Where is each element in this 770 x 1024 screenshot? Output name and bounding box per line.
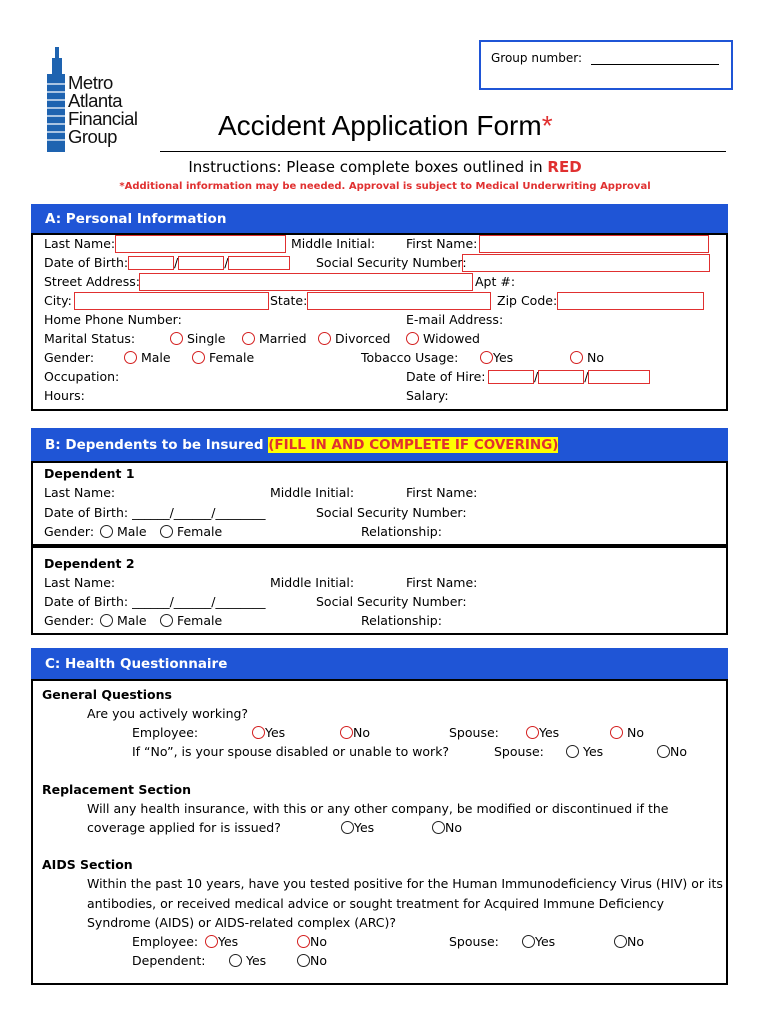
- section-a-header: A: Personal Information: [31, 204, 728, 234]
- gender-option-male[interactable]: Male: [124, 350, 171, 365]
- middle-initial-label: Middle Initial:: [291, 236, 376, 251]
- radio-icon[interactable]: [522, 935, 535, 948]
- gender-option-female[interactable]: Female: [192, 350, 254, 365]
- instructions-red: RED: [547, 158, 582, 176]
- tobacco-option-no[interactable]: No: [570, 350, 604, 365]
- marital-status-label: Marital Status:: [44, 331, 136, 346]
- replacement-yes-option[interactable]: Yes: [341, 820, 374, 835]
- dep-gender-female[interactable]: Female: [160, 524, 222, 539]
- apt-label: Apt #:: [475, 274, 516, 289]
- radio-icon[interactable]: [614, 935, 627, 948]
- radio-icon[interactable]: [341, 821, 354, 834]
- home-phone-label: Home Phone Number:: [44, 312, 182, 327]
- logo-line: Financial: [68, 108, 138, 129]
- replacement-question-line2: coverage applied for is issued?: [87, 820, 281, 835]
- tobacco-option-yes[interactable]: Yes: [480, 350, 513, 365]
- section-b-title: B: Dependents to be Insured: [45, 437, 269, 453]
- marital-option-married[interactable]: Married: [242, 331, 307, 346]
- occupation-label: Occupation:: [44, 369, 120, 384]
- dep-dob-label: Date of Birth: ______/______/________: [44, 505, 266, 520]
- last-name-field[interactable]: [115, 235, 286, 253]
- group-number-field[interactable]: [591, 64, 719, 65]
- email-label: E-mail Address:: [406, 312, 504, 327]
- dep-middle-initial-label: Middle Initial:: [270, 575, 355, 590]
- spouse-label: Spouse:: [494, 744, 544, 759]
- dep-first-name-label: First Name:: [406, 485, 478, 500]
- date-of-hire-label: Date of Hire:: [406, 369, 486, 384]
- section-b-header: [31, 428, 728, 462]
- dep-gender-male[interactable]: Male: [100, 524, 147, 539]
- radio-icon[interactable]: [406, 332, 419, 345]
- logo-line: Group: [68, 126, 117, 147]
- radio-icon[interactable]: [252, 726, 265, 739]
- aids-dependent-yes[interactable]: Yes: [229, 953, 266, 968]
- dob-field[interactable]: / /: [128, 255, 290, 270]
- aids-question-line3: Syndrome (AIDS) or AIDS-related complex (ARC)?: [87, 915, 396, 930]
- dep-dob-label: Date of Birth: ______/______/________: [44, 594, 266, 609]
- radio-icon[interactable]: [340, 726, 353, 739]
- form-title: [218, 110, 553, 142]
- aids-heading: AIDS Section: [42, 857, 133, 872]
- marital-option-divorced[interactable]: Divorced: [318, 331, 391, 346]
- radio-icon[interactable]: [318, 332, 331, 345]
- state-label: State:: [270, 293, 308, 308]
- radio-icon[interactable]: [480, 351, 493, 364]
- general-questions-heading: General Questions: [42, 687, 172, 702]
- spouse-disabled-no[interactable]: No: [657, 744, 687, 759]
- spouse-disabled-yes[interactable]: Yes: [566, 744, 603, 759]
- aids-question-line1: Within the past 10 years, have you tested positive for the Human Immunodeficiency Virus (HIV) or its: [87, 876, 723, 891]
- actively-working-question: Are you actively working?: [87, 706, 249, 721]
- city-field[interactable]: [74, 292, 269, 310]
- radio-icon[interactable]: [100, 614, 113, 627]
- radio-icon[interactable]: [526, 726, 539, 739]
- instructions: [0, 158, 770, 176]
- street-field[interactable]: [139, 273, 473, 291]
- radio-icon[interactable]: [205, 935, 218, 948]
- city-label: City:: [44, 293, 72, 308]
- group-number-box: [479, 40, 733, 90]
- radio-icon[interactable]: [432, 821, 445, 834]
- radio-icon[interactable]: [610, 726, 623, 739]
- company-logo: [44, 44, 154, 154]
- employee-label: Employee:: [132, 725, 199, 740]
- aids-employee-label: Employee:: [132, 934, 199, 949]
- replacement-heading: Replacement Section: [42, 782, 192, 797]
- aids-question-line2: antibodies, or received medical advice or sought treatment for Acquired Immune Deficiency: [87, 896, 665, 911]
- replacement-question-line1: Will any health insurance, with this or any other company, be modified or discontinued if the: [87, 801, 669, 816]
- dep-gender-female[interactable]: Female: [160, 613, 222, 628]
- aids-dependent-no[interactable]: No: [297, 953, 327, 968]
- employee-no-option[interactable]: No: [340, 725, 370, 740]
- logo-line: Atlanta: [68, 90, 123, 111]
- dep-first-name-label: First Name:: [406, 575, 478, 590]
- radio-icon[interactable]: [160, 614, 173, 627]
- aids-spouse-no[interactable]: No: [614, 934, 644, 949]
- replacement-no-option[interactable]: No: [432, 820, 462, 835]
- radio-icon[interactable]: [297, 954, 310, 967]
- dep-middle-initial-label: Middle Initial:: [270, 485, 355, 500]
- dep-ssn-label: Social Security Number:: [316, 594, 467, 609]
- aids-spouse-yes[interactable]: Yes: [522, 934, 555, 949]
- ssn-label: Social Security Number:: [316, 255, 467, 270]
- aids-dependent-label: Dependent:: [132, 953, 206, 968]
- dep-gender-label: Gender:: [44, 524, 95, 539]
- first-name-field[interactable]: [479, 235, 709, 253]
- dep-relationship-label: Relationship:: [361, 613, 442, 628]
- dob-label: Date of Birth:: [44, 255, 129, 270]
- dep-last-name-label: Last Name:: [44, 575, 116, 590]
- radio-icon[interactable]: [124, 351, 137, 364]
- date-of-hire-field[interactable]: / /: [488, 369, 650, 384]
- form-title-text: Accident Application Form: [218, 110, 542, 141]
- dep-ssn-label: Social Security Number:: [316, 505, 467, 520]
- dependent-heading: Dependent 1: [44, 466, 135, 481]
- gender-label: Gender:: [44, 350, 95, 365]
- title-asterisk: *: [541, 110, 553, 141]
- dep-last-name-label: Last Name:: [44, 485, 116, 500]
- dependent-heading: Dependent 2: [44, 556, 135, 571]
- state-field[interactable]: [307, 292, 491, 310]
- instructions-text: Instructions: Please complete boxes outlined in: [188, 158, 548, 176]
- radio-icon[interactable]: [657, 745, 670, 758]
- section-b-highlight: (FILL IN AND COMPLETE IF COVERING): [268, 437, 559, 453]
- radio-icon[interactable]: [100, 525, 113, 538]
- radio-icon[interactable]: [229, 954, 242, 967]
- dep-gender-label: Gender:: [44, 613, 95, 628]
- last-name-label: Last Name:: [44, 236, 116, 251]
- aids-employee-no[interactable]: No: [297, 934, 327, 949]
- spouse-no-option[interactable]: No: [610, 725, 644, 740]
- radio-icon[interactable]: [170, 332, 183, 345]
- radio-icon[interactable]: [570, 351, 583, 364]
- radio-icon[interactable]: [192, 351, 205, 364]
- group-number-label: Group number:: [491, 51, 583, 65]
- logo-line: Metro: [68, 72, 113, 93]
- tobacco-label: Tobacco Usage:: [361, 350, 459, 365]
- spouse-disabled-question: If “No”, is your spouse disabled or unable to work?: [132, 744, 450, 759]
- dep-gender-male[interactable]: Male: [100, 613, 147, 628]
- radio-icon[interactable]: [297, 935, 310, 948]
- spouse-label: Spouse:: [449, 725, 499, 740]
- employee-yes-option[interactable]: Yes: [252, 725, 285, 740]
- aids-employee-yes[interactable]: Yes: [205, 934, 238, 949]
- aids-spouse-label: Spouse:: [449, 934, 499, 949]
- ssn-field[interactable]: [462, 254, 710, 272]
- zip-field[interactable]: [557, 292, 704, 310]
- underwriting-notice: *Additional information may be needed. Approval is subject to Medical Underwriting Approval: [119, 181, 651, 192]
- title-underline: [160, 151, 726, 152]
- radio-icon[interactable]: [566, 745, 579, 758]
- dep-relationship-label: Relationship:: [361, 524, 442, 539]
- street-label: Street Address:: [44, 274, 140, 289]
- section-c-header: C: Health Questionnaire: [31, 648, 728, 680]
- zip-label: Zip Code:: [497, 293, 558, 308]
- spouse-yes-option[interactable]: Yes: [526, 725, 559, 740]
- radio-icon[interactable]: [242, 332, 255, 345]
- radio-icon[interactable]: [160, 525, 173, 538]
- hours-label: Hours:: [44, 388, 85, 403]
- marital-option-widowed[interactable]: Widowed: [406, 331, 480, 346]
- first-name-label: First Name:: [406, 236, 478, 251]
- marital-option-single[interactable]: Single: [170, 331, 225, 346]
- salary-label: Salary:: [406, 388, 449, 403]
